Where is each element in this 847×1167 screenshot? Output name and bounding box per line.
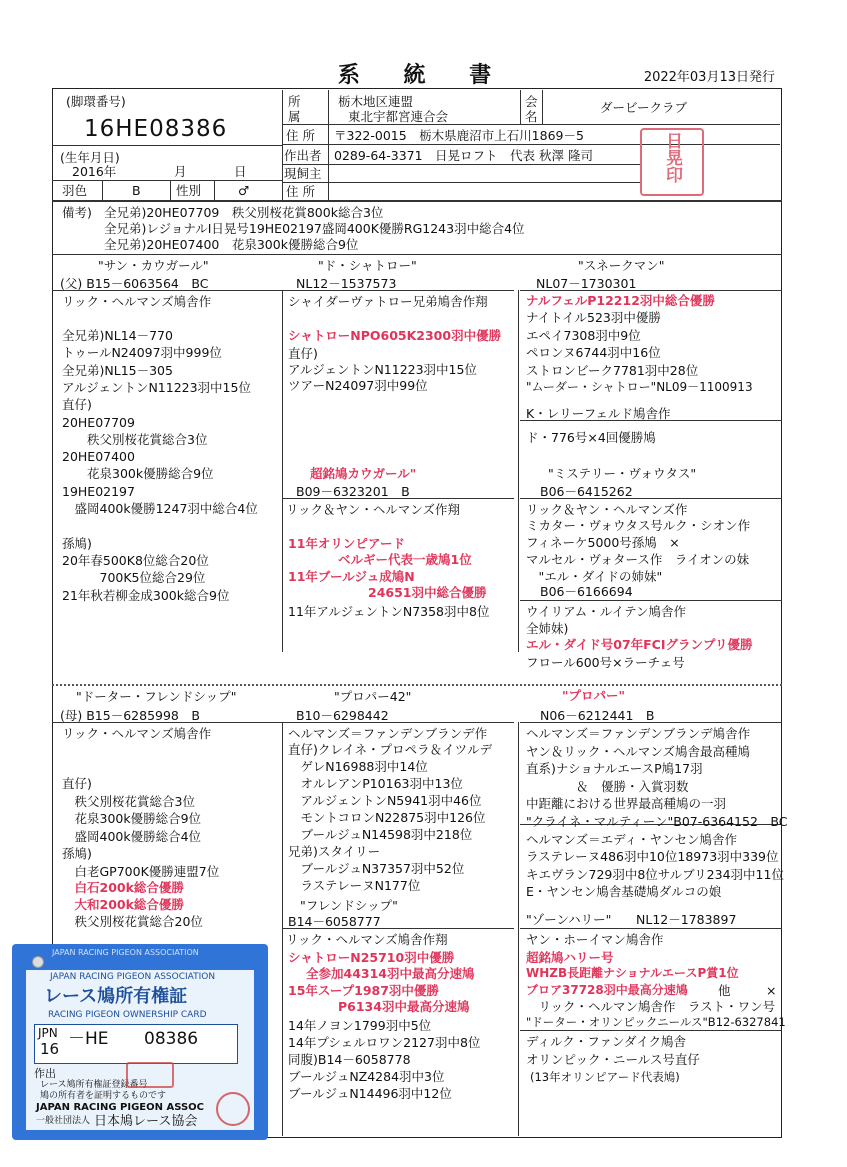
record-line: 全兄弟)NL14－770 xyxy=(62,328,173,343)
dd-highlight: 全参加44314羽中最高分速鳩 xyxy=(306,966,475,981)
divider xyxy=(170,180,171,200)
card-jpn: JPN xyxy=(38,1026,58,1040)
ss-line: 直仔) xyxy=(288,346,318,361)
owner-address-label: 住 所 xyxy=(286,184,315,199)
record-line: ブールジュN37357羽中52位 xyxy=(288,861,465,876)
card-org-jp-label: 一般社団法人 xyxy=(36,1116,91,1126)
sd-highlight: 24651羽中総合優勝 xyxy=(368,585,487,600)
card-year: 16 xyxy=(40,1040,60,1058)
sex-value: ♂ xyxy=(238,183,250,198)
sdd-highlight: エル・ダイド号07年FCIグランプリ優勝 xyxy=(526,637,753,652)
record-line: ヤン＆リック・ヘルマンズ鳩舎最高種鳩 xyxy=(526,743,751,759)
ddd-other: 他 xyxy=(718,983,731,998)
color-value: B xyxy=(132,183,141,198)
record-line: ナイトイル523羽中優勝 xyxy=(526,310,661,325)
club-label: 名 xyxy=(525,109,538,124)
card-assoc: JAPAN RACING PIGEON ASSOCIATION xyxy=(52,948,199,957)
sire-ring: (父) B15－6063564 BC xyxy=(60,276,209,291)
card-code: －HE xyxy=(68,1029,109,1049)
record-line: ゲレN16988羽中14位 xyxy=(288,759,428,774)
record-line: 直仔)クレイネ・プロペラ＆イツルデ xyxy=(288,742,493,757)
record-line: モントコロンN22875羽中126位 xyxy=(288,810,486,825)
affiliation-label: 所 xyxy=(288,94,301,109)
breeder: 0289-64-3371 日晃ロフト 代表 秋澤 隆司 xyxy=(334,148,593,163)
sd-loft: リック＆ヤン・ヘルマンズ作翔 xyxy=(286,502,461,517)
record-line: "ムーダー・シャトロー"NL09－1100913 xyxy=(526,380,753,394)
dam-ring: (母) B15－6285998 B xyxy=(60,708,200,723)
divider xyxy=(282,90,283,200)
record-line: 白老GP700K優勝連盟7位 xyxy=(62,863,220,879)
ss-loft: シャイダーヴァトロー兄弟鳩舎作翔 xyxy=(288,294,488,309)
ddd-highlight: ブロア37728羽中最高分速鳩 xyxy=(526,983,688,997)
card-subtitle: RACING PIGEON OWNERSHIP CARD xyxy=(48,1010,207,1020)
divider xyxy=(282,290,283,652)
record-line: 孫鳩) xyxy=(62,846,92,861)
divider xyxy=(52,254,782,255)
issue-date: 2022年03月13日発行 xyxy=(643,70,775,85)
record-line: 秩父別桜花賞総合3位 xyxy=(62,431,208,447)
ds-loft: ヘルマンズ＝ファンデンブランデ作 xyxy=(288,726,488,741)
sdd-ring-2: B06－6166694 xyxy=(540,584,633,599)
record-line: マルセル・ヴォタース作 ライオンの妹 xyxy=(526,552,750,567)
divider xyxy=(542,90,543,124)
affiliation-1: 栃木地区連盟 xyxy=(338,94,414,109)
remarks-label: 備考) xyxy=(62,205,92,220)
card-assoc-inner: JAPAN RACING PIGEON ASSOCIATION xyxy=(50,972,216,982)
record-line: ブールジュNZ4284羽中3位 xyxy=(288,1069,445,1084)
sss-highlight: ナルフェルP12212羽中総合優勝 xyxy=(526,293,715,308)
dd-highlight: P6134羽中最高分速鳩 xyxy=(338,999,470,1014)
ddd-line: "ドーター・オリンピックニールス"B12-6327841 xyxy=(526,1015,786,1029)
divider xyxy=(520,928,782,929)
remarks-line: 全兄弟)レジョナルⅠ日晃号19HE02197盛岡400K優勝RG1243羽中総合4位 xyxy=(104,221,525,236)
record-line: "エル・ダイドの姉妹" xyxy=(526,569,663,584)
record-line: 孫鳩) xyxy=(62,535,92,551)
month-label: 月 xyxy=(174,164,187,179)
sd-highlight: ベルギー代表一歳鳩1位 xyxy=(338,552,472,567)
sss-loft: K・レリーフェルド鳩舎作 xyxy=(526,406,671,421)
divider xyxy=(520,90,521,124)
record-line: 14年ノヨン1799羽中5位 xyxy=(288,1018,432,1033)
card-author-label: 作出 xyxy=(34,1067,56,1080)
ddd-line: リック・ヘルマン鳩舎作 ラスト・ワン号 xyxy=(526,999,776,1014)
sex-label: 性別 xyxy=(176,183,202,198)
address: 〒322-0015 栃木県鹿沼市上石川1869－5 xyxy=(334,128,584,143)
divider xyxy=(518,290,519,652)
card-hole-icon xyxy=(32,956,44,968)
record-line: ブールジュN14496羽中12位 xyxy=(288,1086,452,1101)
sd-highlight: 11年オリンピアード xyxy=(288,536,406,551)
record-line: 21年秋若柳金成300k総合9位 xyxy=(62,587,230,603)
record-line: 花泉300k優勝総合9位 xyxy=(62,811,202,826)
record-line: ブールジュN14598羽中218位 xyxy=(288,827,473,842)
ddd-highlight: WHZB長距離ナショナルエースP賞1位 xyxy=(526,966,739,980)
ddd-cross: × xyxy=(766,983,777,998)
card-note: 鳩の所有者を証明するものです xyxy=(40,1091,167,1101)
sd-line: 11年アルジェントンN7358羽中8位 xyxy=(288,604,490,619)
color-label: 羽色 xyxy=(62,183,88,198)
record-line: "クライネ・マルティーン"B07-6364152 BC xyxy=(526,814,788,829)
record-line: 中距離における世界最高種鳩の一羽 xyxy=(526,796,727,812)
dss-ring: N06－6212441 B xyxy=(540,708,655,723)
sdd-sib: 全姉妹) xyxy=(526,621,569,636)
divider xyxy=(102,180,103,200)
card-body xyxy=(26,970,254,1130)
dd-ring: B14－6058777 xyxy=(288,914,381,929)
record-line: 同腹)B14－6058778 xyxy=(288,1052,411,1067)
ddd-highlight: 超銘鳩ハリー号 xyxy=(526,950,614,965)
ddd-ring: NL12－1783897 xyxy=(636,912,737,927)
divider xyxy=(282,124,780,125)
dam-loft: リック・ヘルマンズ鳩舎作 xyxy=(62,726,212,741)
affiliation-label: 属 xyxy=(288,109,301,124)
record-line: 20年春500K8位総合20位 xyxy=(62,552,209,568)
record-line: 直系)ナショナルエースP鳩17羽 xyxy=(526,761,703,777)
sdd-loft-2: ウイリアム・ルイテン鳩舎作 xyxy=(526,604,687,619)
card-seal-icon xyxy=(216,1092,250,1126)
record-line: キエヴラン729羽中8位サルブリ234羽中11位 xyxy=(526,866,784,882)
dd-highlight: シャトローN25710羽中優勝 xyxy=(288,950,455,965)
birth-year: 2016年 xyxy=(72,164,117,179)
record-line: 全兄弟)NL15－305 xyxy=(62,362,173,378)
ss-name: "ド・シャトロー" xyxy=(318,258,417,273)
record-line: 兄弟)スタイリー xyxy=(288,844,381,859)
dd-name: "フレンドシップ" xyxy=(300,898,398,913)
sd-ring: B09－6323201 B xyxy=(296,484,410,499)
remarks-line: 全兄弟)20HE07709 秩父別桜花賞800k総合3位 xyxy=(104,205,384,220)
sdd-loft: リック＆ヤン・ヘルマンズ作 xyxy=(526,502,688,517)
remarks-line: 全兄弟)20HE07400 花泉300k優勝総合9位 xyxy=(104,237,359,252)
ddd-line: オリンピック・ニールス号直仔 xyxy=(526,1052,700,1067)
dam-name: "ドーター・フレンドシップ" xyxy=(76,689,237,704)
record-line: フィネーケ5000号孫鳩 × xyxy=(526,535,680,550)
record-line: 700K5位総合29位 xyxy=(62,570,206,586)
divider xyxy=(52,180,282,181)
seal-text: 日晃印 xyxy=(662,132,682,183)
ss-line: アルジェントンN11223羽中15位 xyxy=(288,362,477,377)
card-stamp-icon xyxy=(126,1062,174,1088)
divider xyxy=(52,145,282,146)
ring-number: 16HE08386 xyxy=(84,116,228,142)
divider xyxy=(328,90,329,200)
record-line: 花泉300k優勝総合9位 xyxy=(62,466,214,482)
record-line: ＆ 優勝・入賞羽数 xyxy=(526,778,689,794)
record-line: 20HE07400 xyxy=(62,449,135,465)
ownership-card xyxy=(12,944,268,1140)
sdd-ring: B06－6415262 xyxy=(540,484,633,499)
divider xyxy=(214,180,215,200)
sire-loft: リック・ヘルマンズ鳩舎作 xyxy=(62,294,212,309)
record-line: アルジェントンN5941羽中46位 xyxy=(288,793,482,808)
record-line: 14年プシェルロワン2127羽中8位 xyxy=(288,1035,481,1050)
ddd-loft: ヤン・ホーイマン鳩舎作 xyxy=(526,932,664,947)
ddd-name: "ゾーンハリー" xyxy=(526,912,612,927)
divider xyxy=(282,144,780,145)
ring-label: (脚環番号) xyxy=(66,94,126,109)
sd-name: 超銘鳩カウガール" xyxy=(310,466,417,481)
ss-highlight: シャトローNPO605K2300羽中優勝 xyxy=(288,328,502,343)
dam-highlight: 白石200k総合優勝 xyxy=(62,880,184,895)
card-number: 08386 xyxy=(144,1029,199,1049)
ss-line: ツアーN24097羽中99位 xyxy=(288,378,428,393)
record-line: ヘルマンズ＝ファンデンブランデ鳩舎作 xyxy=(526,726,751,741)
record-line: ラステレーヌN177位 xyxy=(288,878,421,893)
record-line: ラステレーヌ486羽中10位18973羽中339位 xyxy=(526,849,779,865)
record-line: ミカター・ヴォウタス号ルク・シオン作 xyxy=(526,518,751,533)
breeder-label: 作出者 xyxy=(284,148,322,163)
record-line: 19HE02197 xyxy=(62,483,135,499)
record-line: 20HE07709 xyxy=(62,414,135,430)
dss-name: "プロパー" xyxy=(562,688,626,703)
divider xyxy=(282,164,642,165)
record-line: ストロンビーク7781羽中28位 xyxy=(526,362,699,378)
dd-loft: リック・ヘルマンズ鳩舎作翔 xyxy=(286,932,448,947)
record-line: 盛岡400k優勝1247羽中総合4位 xyxy=(62,501,258,516)
day-label: 日 xyxy=(234,164,247,179)
breeder-seal xyxy=(640,128,704,196)
sire-name: "サン・カウガール" xyxy=(98,258,209,273)
divider xyxy=(520,600,782,601)
affiliation-2: 東北宇都宮連合会 xyxy=(348,109,449,124)
sss-ring: NL07－1730301 xyxy=(536,276,637,291)
sss-name: "スネークマン" xyxy=(578,258,665,273)
record-line: アルジェントンN11223羽中15位 xyxy=(62,379,251,395)
sss-note: ド・776号×4回優勝鳩 xyxy=(526,430,656,445)
dam-highlight: 大和200k総合優勝 xyxy=(62,897,184,912)
birth-label: (生年月日) xyxy=(60,150,120,165)
card-org-jp: 日本鳩レース協会 xyxy=(94,1114,198,1129)
record-line: ペロンヌ6744羽中16位 xyxy=(526,345,661,360)
ddd-line: (13年オリンピアード代表鳩) xyxy=(530,1070,680,1084)
record-line: エペイ7308羽中9位 xyxy=(526,327,641,343)
record-line: トゥールN24097羽中999位 xyxy=(62,345,222,361)
divider xyxy=(52,200,782,202)
sdd-last: フロール600号×ラーチェ号 xyxy=(526,655,685,670)
record-line: オルレアンP10163羽中13位 xyxy=(288,776,463,791)
address-label: 住 所 xyxy=(286,128,315,143)
ds-name: "プロパー42" xyxy=(334,689,412,704)
ds-ring: B10－6298442 xyxy=(296,708,389,723)
record-line: E・ヤンセン鳩舎基礎鳩ダルコの娘 xyxy=(526,884,722,900)
record-line: 秩父別桜花賞総合3位 xyxy=(62,793,195,809)
card-number-box xyxy=(34,1024,238,1064)
section-separator xyxy=(52,684,782,686)
record-line: 盛岡400k優勝総合4位 xyxy=(62,828,202,844)
record-line: 直仔) xyxy=(62,397,92,413)
ddd-line: ディルク・ファンダイク鳩舎 xyxy=(526,1034,687,1049)
sd-highlight: 11年ブールジュ成鳩N xyxy=(288,569,415,584)
record-line: 直仔) xyxy=(62,776,92,791)
divider xyxy=(518,722,519,1136)
dam-last: 秩父別桜花賞総合20位 xyxy=(62,914,203,929)
club-label: 会 xyxy=(525,94,538,109)
card-title: レース鳩所有権証 xyxy=(44,986,188,1007)
card-note: レース鳩所有権証登録番号 xyxy=(40,1080,148,1090)
ss-ring: NL12－1537573 xyxy=(296,276,397,291)
card-org-en: JAPAN RACING PIGEON ASSOC xyxy=(36,1102,204,1113)
sdd-name: "ミステリー・ヴォウタス" xyxy=(548,466,697,481)
divider xyxy=(520,1030,782,1031)
owner-label: 現飼主 xyxy=(284,166,322,181)
record-line: ヘルマンズ＝エディ・ヤンセン鳩舎作 xyxy=(526,831,738,847)
document-title: 系 統 書 xyxy=(337,63,510,88)
divider xyxy=(282,182,642,183)
divider xyxy=(282,722,283,1136)
club-name: ダービークラブ xyxy=(600,100,688,115)
dd-highlight: 15年スープ1987羽中優勝 xyxy=(288,983,439,998)
